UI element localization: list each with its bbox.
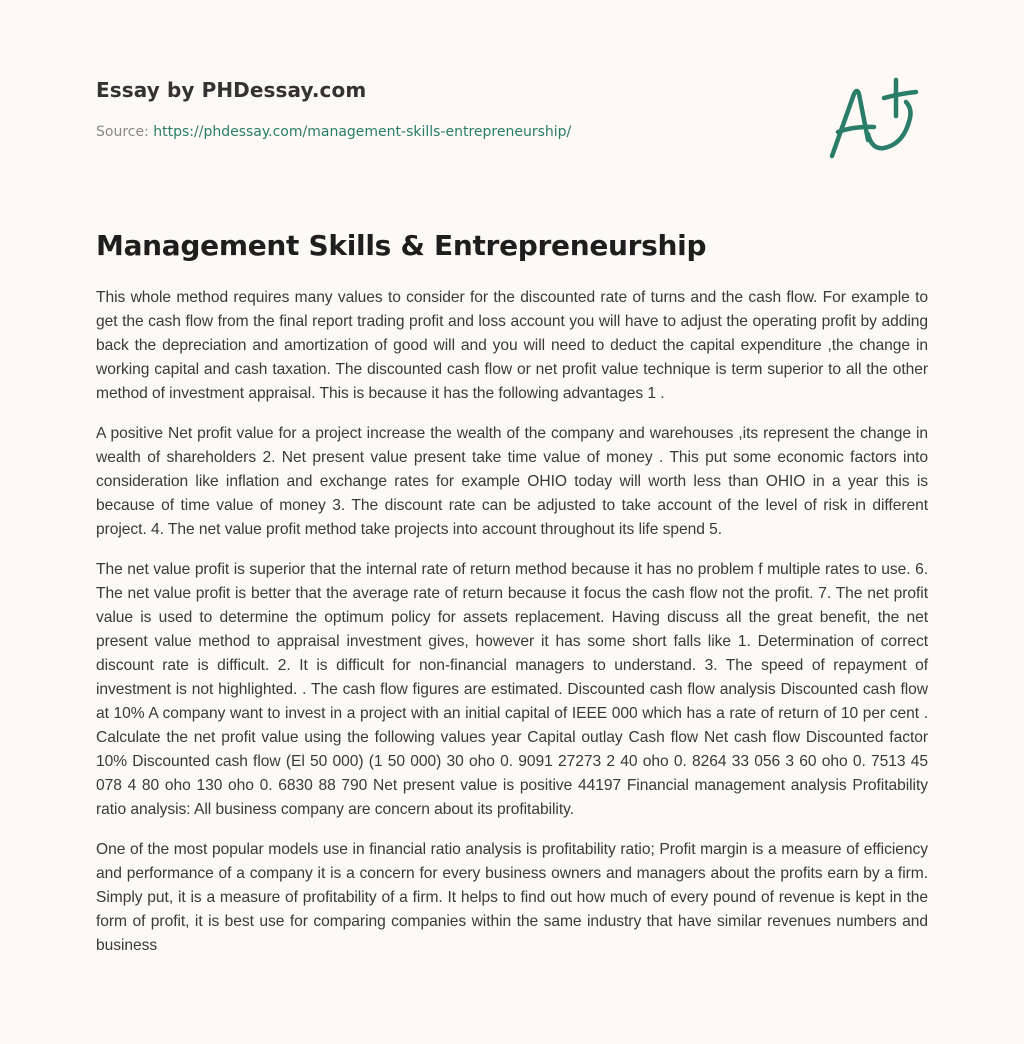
article-paragraph: One of the most popular models use in financial ratio analysis is profitability ratio; Profit margin is a measure of efficiency and performance of a company it is a concern for every business owners and managers about the profits earn by a firm. Simply put, it is a measure of profitability of a firm. It helps to find out how much of every pound of revenue is kept in the form of profit, it is best use for comparing companies within the same industry that have similar revenues numbers and business (96, 841, 928, 954)
article-body (96, 286, 928, 974)
page-title: Management Skills & Entrepreneurship (96, 229, 707, 262)
article-paragraph: The net value profit is superior that the internal rate of return method because it has no problem f multiple rates to use. 6. The net value profit is better that the average rate of return because it focus the cash flow not the profit. 7. The net profit value is used to determine the optimum policy for assets replacement. Having discuss all the great benefit, the net present value method to appraisal investment gives, however it has some short falls like 1. Determination of correct discount rate is difficult. 2. It is difficult for non-financial managers to understand. 3. The speed of repayment of investment is not highlighted. . The cash flow figures are estimated. Discounted cash flow analysis Discounted cash flow at 10% A company want to invest in a project with an initial capital of IEEE 000 which has a rate of return of 10 per cent . Calculate the net profit value using the following values year Capital outlay Cash flow Net cash flow Discounted factor 10% Discounted cash flow (El 50 000) (1 50 000) 30 oho 0. 9091 27273 2 40 oho 0. 8264 33 056 3 60 oho 0. 7513 45 078 4 80 oho 130 oho 0. 6830 88 790 Net present value is positive 44197 Financial management analysis Profitability ratio analysis: All business company are concern about its profitability. (96, 561, 928, 818)
site-title: Essay by PHDessay.com (96, 78, 367, 102)
source-link[interactable]: https://phdessay.com/management-skills-entrepreneurship/ (153, 124, 572, 140)
article-paragraph: A positive Net profit value for a project increase the wealth of the company and warehouses ,its represent the change in wealth of shareholders 2. Net present value present take time value of money . This put some economic factors into consideration like inflation and exchange rates for example OHIO today will worth less than OHIO in a year this is because of time value of money 3. The discount rate can be adjusted to take account of the level of risk in different project. 4. The net value profit method take projects into account throughout its life spend 5. (96, 425, 928, 538)
a-plus-grade-icon (826, 70, 926, 162)
source-line (96, 122, 928, 142)
source-label: Source: (96, 124, 154, 140)
article-paragraph: This whole method requires many values to consider for the discounted rate of turns and the cash flow. For example to get the cash flow from the final report trading profit and loss account you will have to adjust the operating profit by adding back the depreciation and amortization of good will and you will need to deduct the capital expenditure ,the change in working capital and cash taxation. The discounted cash flow or net profit value technique is term superior to all the other method of investment appraisal. This is because it has the following advantages 1 . (96, 289, 928, 402)
essay-header (96, 76, 928, 176)
